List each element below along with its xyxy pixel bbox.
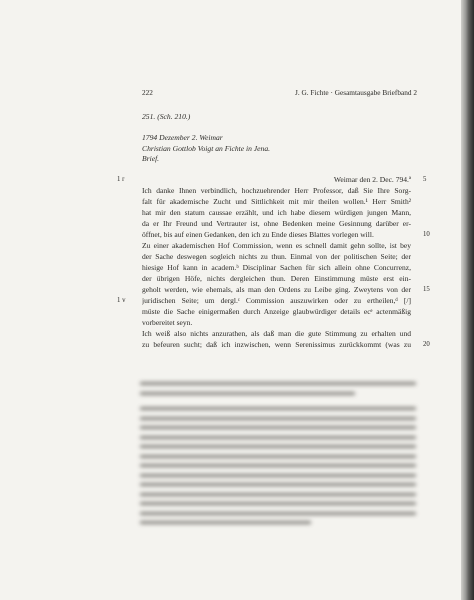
letter-line: Ich weiß also nichts anzurathen, als daß man die gute Stimmung zu erhalten und xyxy=(142,329,411,338)
folio-marker-verso: 1 v xyxy=(117,297,126,304)
folio-marker-recto: 1 r xyxy=(117,176,125,183)
letter-line: hat mir den statum caussae erzählt, und ich habe diesem würdigen jungen Mann, xyxy=(142,208,411,217)
letter-line-dateline: Weimar den 2. Dec. 794.ª xyxy=(333,175,411,184)
letter-line: zu befeuren sucht; daß ich inzwischen, wenn Serenissimus zurückkommt (was zu xyxy=(142,340,411,349)
letter-line: der übrigen Höfe, nichts dergleichen thun. Deren Einstimmung müste erst ein- xyxy=(142,274,411,283)
book-spine-shadow xyxy=(461,0,474,600)
letter-line: müste die Sache einigermaßen durch Anzeige glaubwürdiger details ecᵉ actenmäßig xyxy=(142,307,411,316)
letter-correspondents: Christian Gottlob Voigt an Fichte in Jena. xyxy=(142,143,271,153)
letter-line: geholt werden, wie ehemals, als man den Ordens zu Leibe ging. Zweytens von der xyxy=(142,285,411,294)
letter-line: falt für akademische Zucht und Sittlichkeit mit mir theilen wollen.¹ Herr Smith² xyxy=(142,197,411,206)
line-number: 20 xyxy=(423,341,430,348)
line-number: 10 xyxy=(423,231,430,238)
letter-number: 251. (Sch. 210.) xyxy=(142,112,191,121)
line-number: 5 xyxy=(423,176,427,183)
letter-line: öffnet, bis auf einen Gedanken, den ich zu Ende dieses Blattes vorlegen will. xyxy=(142,230,374,239)
letter-line: vorbereitet seyn. xyxy=(142,318,193,327)
running-header xyxy=(142,87,417,98)
letter-line: der Sache deswegen sogleich nichts zu thun. Einmal von der politischen Seite; der xyxy=(142,252,411,261)
letter-date-place: 1794 Dezember 2. Weimar xyxy=(142,133,223,142)
running-title: J. G. Fichte · Gesamtausgabe Briefband 2 xyxy=(295,88,417,97)
letter-line: da er Ihr Freund und Vertrauter ist, ohne Bedenken meine Gesinnung darüber er- xyxy=(142,219,411,228)
letter-line: hiesige Hof kann in academ.ᵇ Disciplinar Sachen für sich allein ohne Concurrenz, xyxy=(142,263,411,272)
letter-type: Brief. xyxy=(142,154,160,163)
letter-line: juridischen Seite; um dergl.ᶜ Commission auszuwirken oder zu ertheilen,ᵈ [/] xyxy=(142,296,411,305)
letter-line: Zu einer akademischen Hof Commission, wenn es schnell damit gehn sollte, ist bey xyxy=(142,241,411,250)
blurred-apparatus xyxy=(140,380,416,502)
page-number: 222 xyxy=(142,88,153,97)
line-number: 15 xyxy=(423,286,430,293)
letter-line: Ich danke Ihnen verbindlich, hochzuehrender Herr Professor, daß Sie Ihre Sorg- xyxy=(142,186,411,195)
